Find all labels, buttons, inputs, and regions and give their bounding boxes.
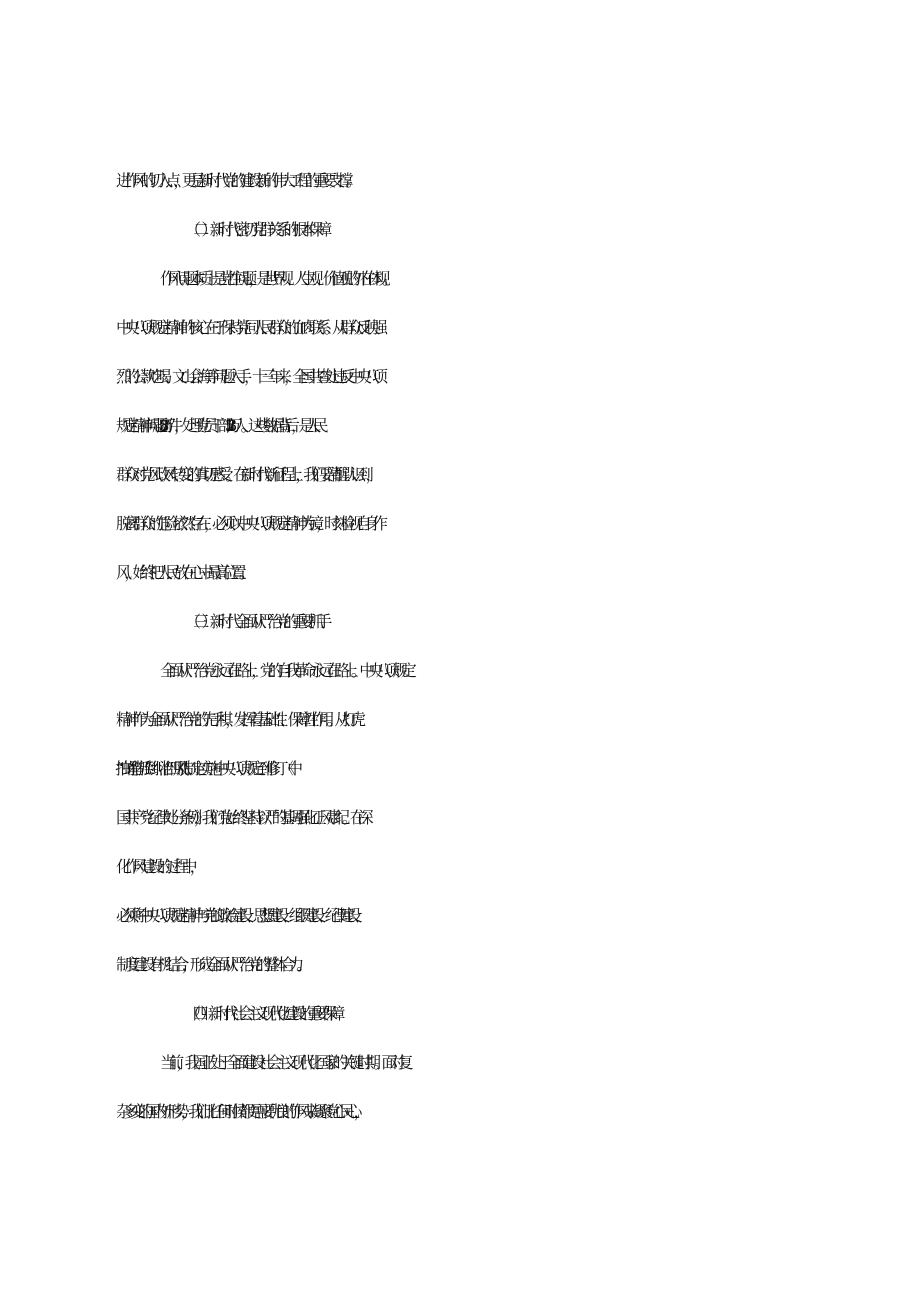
paragraph-line: 杂多变的国内外形势，我们比任何时候都更需要优良的作风来凝聚党心民心， [116,1102,361,1121]
paragraph-line: 国共产党纪律处分条例》，我们党始终坚持以严的基调强化正风肃纪。在深 [116,808,366,827]
paragraph-line: 风，始终把人民放在心中最高位置。 [116,563,248,582]
paragraph-line: 烈的公款吃喝、文山会海等问题入手，十三年来，全国共查处违反中央八项 [116,367,381,386]
section-heading: （三）新时代全面从严治党的重要抓手 [185,612,325,631]
section-heading: （二）新时代密切党群关系的根本保障 [185,220,325,239]
paragraph-line: 作风问题本质上是党性问题，是世界观、人生观、价值观的外在体现。 [160,269,390,288]
paragraph-line: 必须将中央八项规定精神与党的政治建设、思想建设、组织建设、纪律建设、 [116,906,361,925]
paragraph-line: 中央八项规定精神的核心在于保持党同人民群众的血肉联系。从群众反映强 [116,318,381,337]
paragraph-line: 脱离群众的危险依然存在，必须以中央八项规定精神为镜，时刻检视自身作 [116,514,381,533]
paragraph-line: 规定精神问题87.5万件，处理党员干部123.5万人。这些数据背后，是人民 [116,416,320,435]
section-heading: （四）新时代社会主义现代化建设的重要保障 [185,1004,338,1023]
paragraph-line: 全面从严治党永远在路上，党的自我革命永远在路上。中央八项规定 [160,661,410,680]
paragraph-line: 群众对党风政风转变的真切感受。在新时代新征程上，我们要清醒认识到， [116,465,374,484]
paragraph-line: 制度建设有机结合，形成全面从严治党的整体合力。 [116,955,305,974]
paragraph-line: 化作风建设的过程中， [116,857,199,876]
paragraph-line: 精神作为全面从严治党的先手棋，发挥着基础性、保障性作用。从“打虎 [116,710,358,729]
paragraph-line: 当前，我国正处于全面建设社会主义现代化国家的关键时期。面对复 [160,1053,407,1072]
paragraph-line: 进作风的切入点，更是新时代党的建设新的伟大工程的重要支撑。 [116,171,354,190]
paragraph-line: ““拍蝇““猎狐“到纠治“四风”,从制定实施中央八项规定到修订《中 [116,759,295,778]
